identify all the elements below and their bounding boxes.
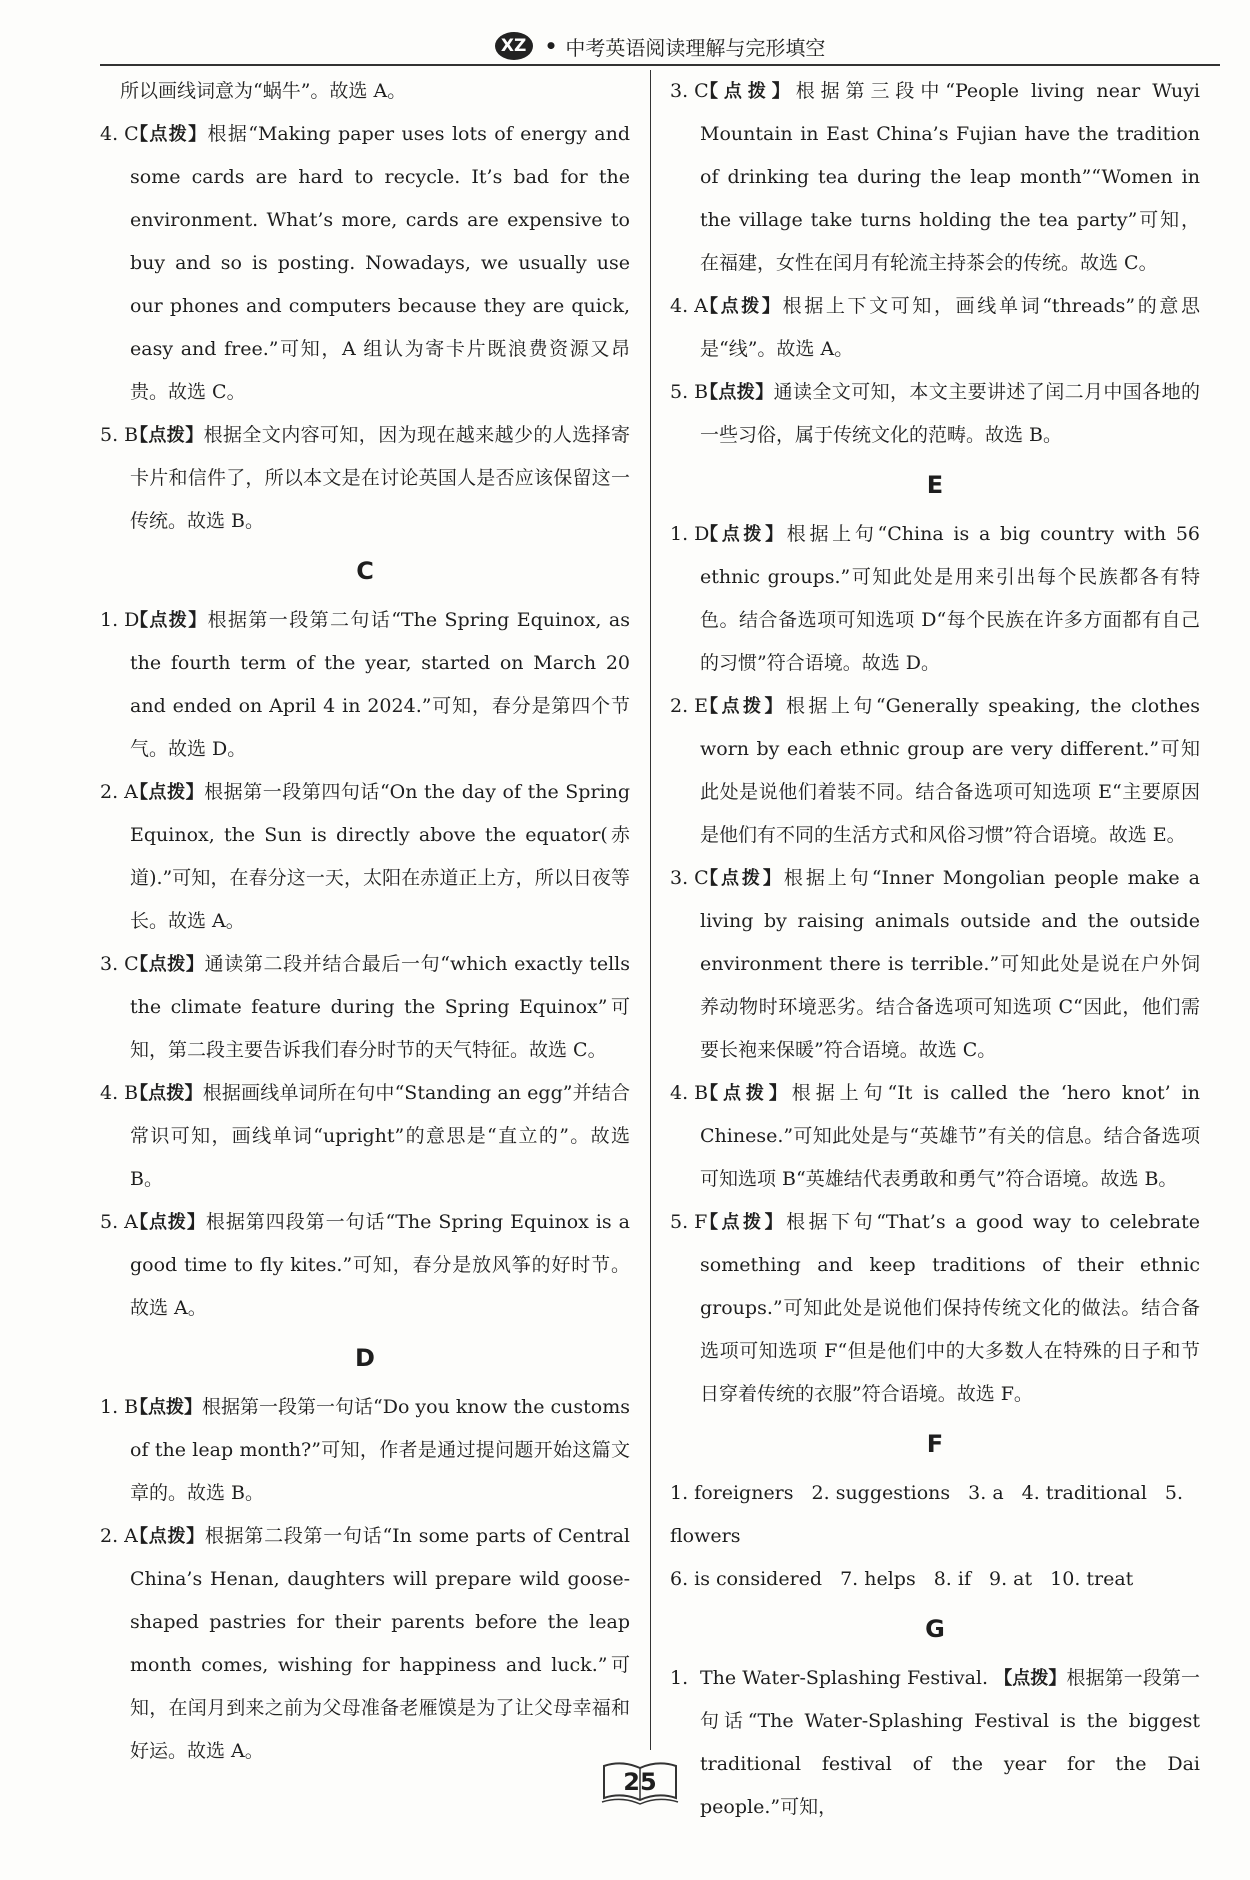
hint-label: 【点拨】 <box>130 1083 203 1104</box>
answer-number: 5. F <box>670 1211 708 1233</box>
fill-answer: 8. if <box>933 1568 971 1590</box>
fill-answer: 6. is considered <box>670 1568 823 1590</box>
answer-item <box>670 513 1200 685</box>
page-header <box>100 28 1220 66</box>
answer-number: 2. A <box>100 1525 138 1547</box>
section-heading-f: F <box>926 1430 944 1458</box>
answer-text: 通读第二段并结合最后一句“which exactly tells the climate feature during the Spring Equinox”可知，第二段主要告诉我们春分时节的天气特征。故选 C。 <box>130 953 631 1061</box>
answer-item <box>670 857 1200 1072</box>
fill-answer: 1. foreigners <box>670 1482 794 1504</box>
answer-text: 根据画线单词所在句中“Standing an egg”并结合常识可知，画线单词“upright”的意思是“直立的”。故选 B。 <box>130 1082 631 1190</box>
fill-answer: 10. treat <box>1050 1568 1134 1590</box>
hint-label: 【点拨】 <box>130 425 204 446</box>
answer-text: 根据第二段第一句话“In some parts of Central China’s Henan, daughters will prepare wild goose-shaped pastries for their parents before the leap month comes, wishing for happiness and luck.”可知，在闰月到来之前为父母准备老雁馍是为了让父母幸福和好运。故选 A。 <box>130 1525 631 1762</box>
hint-label: 【点拨】 <box>130 782 205 803</box>
answer-item <box>100 771 630 943</box>
hint-label: 【点拨】 <box>700 81 796 102</box>
hint-label: 【点拨】 <box>130 1397 202 1418</box>
page-number-text: 25 <box>623 1768 657 1796</box>
answer-item <box>670 285 1200 371</box>
section-heading-d: D <box>355 1344 375 1372</box>
hint-label: 【点拨】 <box>130 1212 206 1233</box>
answer-item <box>100 1072 630 1201</box>
fill-answer: 7. helps <box>840 1568 916 1590</box>
book-title: 中考英语阅读理解与完形填空 <box>565 35 826 60</box>
hint-label: 【点拨】 <box>700 296 783 317</box>
fill-in-answers <box>670 1472 1200 1601</box>
answer-number: 2. E <box>670 695 709 717</box>
hint-label: 【点拨】 <box>700 696 786 717</box>
fill-answer: 2. suggestions <box>811 1482 951 1504</box>
answer-text: 根据“Making paper uses lots of energy and some cards are hard to recycle. It’s bad for the environment. What’s more, cards are expensive to buy and so is posting. Nowadays, we usually use our phones and computers because they are quick, easy and free.”可知，A 组认为寄卡片既浪费资源又昂贵。故选 C。 <box>130 123 630 403</box>
answer-number: 3. C <box>670 867 709 889</box>
fill-answer: 4. traditional <box>1021 1482 1147 1504</box>
hint-label: 【点拨】 <box>700 382 774 403</box>
continued-answer <box>100 70 630 113</box>
answer-text: 根据第三段中“People living near Wuyi Mountain in East China’s Fujian have the tradition of drinking tea during the leap month”“Women in the village take turns holding the tea party”可知，在福建，女性在闰月有轮流主持茶会的传统。故选 C。 <box>700 80 1201 274</box>
answer-text: 根据第一段第一句话“Do you know the customs of the leap month?”可知，作者是通过提问题开始这篇文章的。故选 B。 <box>130 1396 630 1504</box>
answer-number: 4. C <box>100 123 139 145</box>
answer-text: 根据下句“That’s a good way to celebrate something and keep traditions of their ethnic groups.”可知此处是说他们保持传统文化的做法。结合备选项可知选项 F“但是他们中的大多数人在特殊的日子和节日穿着传统的衣服”符合语境。故选 F。 <box>700 1211 1200 1405</box>
hint-label: 【点拨】 <box>130 124 208 145</box>
hint-label: 【点拨】 <box>700 1083 792 1104</box>
hint-label: 【点拨】 <box>130 954 205 975</box>
answer-number: 4. B <box>670 1082 709 1104</box>
hint-label: 【点拨】 <box>700 524 787 545</box>
hint-label: 【点拨】 <box>994 1668 1067 1689</box>
answer-number: 1. <box>670 1667 689 1689</box>
answer-text: 根据全文内容可知，因为现在越来越少的人选择寄卡片和信件了，所以本文是在讨论英国人是否应该保留这一传统。故选 B。 <box>130 424 630 532</box>
hint-label: 【点拨】 <box>700 868 784 889</box>
section-heading-g: G <box>925 1615 945 1643</box>
answer-number: 5. B <box>670 381 709 403</box>
section-heading-e: E <box>926 471 944 499</box>
answer-number: 4. A <box>670 295 708 317</box>
fill-answer: 5. flowers <box>670 1482 1184 1547</box>
page-number <box>600 1758 680 1806</box>
answer-item <box>670 685 1200 857</box>
answer-item <box>100 599 630 771</box>
answer-lead: The Water-Splashing Festival. <box>700 1667 989 1689</box>
hint-label: 【点拨】 <box>700 1212 787 1233</box>
answer-item <box>100 113 630 414</box>
header-separator: • <box>544 34 558 58</box>
hint-label: 【点拨】 <box>130 1526 205 1547</box>
answer-number: 1. B <box>100 1396 139 1418</box>
answer-number: 2. A <box>100 781 138 803</box>
answer-number: 1. D <box>100 609 140 631</box>
answer-number: 5. B <box>100 424 139 446</box>
answer-number: 4. B <box>100 1082 139 1104</box>
answer-text: 所以画线词意为“蜗牛”。故选 A。 <box>120 80 407 102</box>
answer-text: 根据上句“Inner Mongolian people make a living by raising animals outside and the outside environment there is terrible.”可知此处是说在户外饲养动物时环境恶劣。结合备选项可知选项 C“因此，他们需要长袍来保暖”符合语境。故选 C。 <box>700 867 1201 1061</box>
hint-label: 【点拨】 <box>130 610 208 631</box>
publisher-logo: XZ <box>495 32 533 60</box>
fill-answer: 3. a <box>968 1482 1004 1504</box>
answer-item <box>100 1201 630 1330</box>
answer-item <box>670 70 1200 285</box>
answer-item <box>100 414 630 543</box>
answer-text: 根据上下文可知，画线单词“threads”的意思是“线”。故选 A。 <box>700 295 1201 360</box>
answer-text: 根据上句“It is called the ‘hero knot’ in Chinese.”可知此处是与“英雄节”有关的信息。结合备选项可知选项 B“英雄结代表勇敢和勇气”符合语境。故选 B。 <box>700 1082 1200 1190</box>
column-divider <box>650 70 651 1750</box>
right-column <box>670 70 1201 1818</box>
answer-item <box>670 1657 1200 1829</box>
answer-item <box>100 1386 630 1515</box>
answer-item <box>670 371 1200 457</box>
answer-item <box>670 1072 1200 1201</box>
answer-number: 3. C <box>100 953 139 975</box>
answer-text: 根据第一段第四句话“On the day of the Spring Equinox, the Sun is directly above the equator(赤道).”可知，在春分这一天，太阳在赤道正上方，所以日夜等长。故选 A。 <box>130 781 631 932</box>
answer-text: 根据上句“China is a big country with 56 ethnic groups.”可知此处是用来引出每个民族都各有特色。结合备选项可知选项 D“每个民族在许多方面都有自己的习惯”符合语境。故选 D。 <box>700 523 1200 674</box>
answer-text: 通读全文可知，本文主要讲述了闰二月中国各地的一些习俗，属于传统文化的范畴。故选 B。 <box>700 381 1200 446</box>
answer-text: 根据上句“Generally speaking, the clothes worn by each ethnic group are very different.”可知此处是说他们着装不同。结合备选项可知选项 E“主要原因是他们有不同的生活方式和风俗习惯”符合语境。故选 E。 <box>700 695 1201 846</box>
answer-number: 3. C <box>670 80 709 102</box>
answer-text: 根据第四段第一句话“The Spring Equinox is a good time to fly kites.”可知，春分是放风筝的好时节。故选 A。 <box>130 1211 631 1319</box>
answer-item <box>100 1515 630 1773</box>
fill-answer: 9. at <box>989 1568 1033 1590</box>
answer-number: 5. A <box>100 1211 138 1233</box>
section-heading-c: C <box>356 557 374 585</box>
answer-item <box>670 1201 1200 1416</box>
answer-text: 根据第一段第二句话“The Spring Equinox, as the fourth term of the year, started on March 20 and ended on April 4 in 2024.”可知，春分是第四个节气。故选 D。 <box>130 609 630 760</box>
answer-text: 根据第一段第一句话“The Water-Splashing Festival is the biggest traditional festival of the year for the Dai people.”可知， <box>700 1667 1200 1818</box>
answer-number: 1. D <box>670 523 710 545</box>
answer-item <box>100 943 630 1072</box>
left-column <box>100 70 631 1762</box>
